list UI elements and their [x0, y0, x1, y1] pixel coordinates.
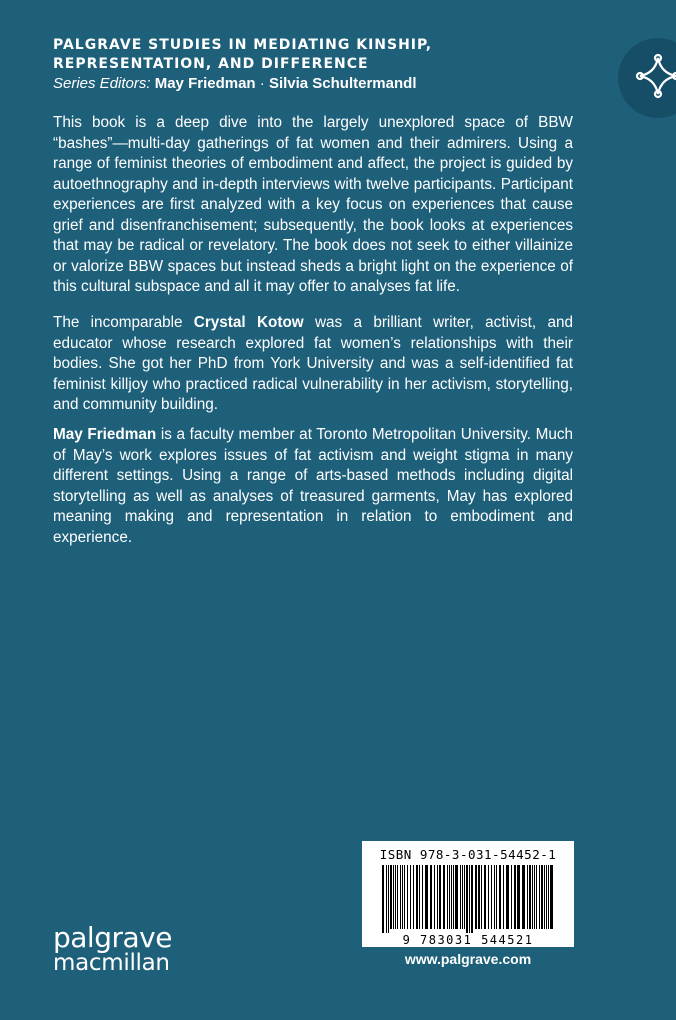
publisher-website: www.palgrave.com	[362, 947, 574, 971]
palgrave-star-icon	[634, 52, 676, 100]
series-editors-label: Series Editors:	[53, 75, 151, 92]
bio-2-text: is a faculty member at Toronto Metropolitan University. Much of May’s work explores issues of fat activism and weight stigma in many different settings. Using a range of arts-based methods including digital storytelling as well as analyses of treasured garments, May has explored meaning making and representation in relation to embodiment and experience.	[53, 426, 574, 546]
series-logo-badge	[618, 38, 676, 118]
series-editors	[53, 75, 613, 93]
isbn-label: ISBN 978-3-031-54452-1	[379, 847, 557, 862]
series-editor-2: Silvia Schultermandl	[268, 75, 417, 92]
author-name-may-friedman: May Friedman	[53, 426, 157, 443]
publisher-name-line-1: palgrave	[53, 921, 172, 954]
author-bio-crystal-kotow	[53, 313, 573, 416]
publisher-logo	[53, 921, 172, 976]
editor-separator: ·	[259, 75, 265, 92]
bio-1-text: was a brilliant writer, activist, and educator whose research explored fat women’s relationships with their bodies. She got her PhD from York University and was a self-identified fat feminist killjoy who practiced radical vulnerability in her activism, storytelling, and community building.	[53, 314, 573, 413]
bio-1-prefix: The incomparable	[53, 314, 194, 331]
book-description: This book is a deep dive into the largely unexplored space of BBW “bashes”—multi-day gatherings of fat women and their admirers. Using a range of feminist theories of embodiment and affect, the project is guided by autoethnography and in-depth interviews with twelve participants. Participant experiences are first analyzed with a key focus on experiences that cause grief and disenfranchisement; subsequently, the book looks at experiences that may be radical or revelatory. The book does not seek to either villainize or valorize BBW spaces but instead sheds a bright light on the experience of this cultural subspace and all it may offer to analyses fat life.	[53, 114, 573, 295]
author-bio-may-friedman	[53, 425, 573, 548]
author-name-crystal-kotow: Crystal Kotow	[193, 314, 304, 331]
series-title: PALGRAVE STUDIES IN MEDIATING KINSHIP, REPRESENTATION, AND DIFFERENCE	[53, 37, 433, 72]
publisher-name-line-2: macmillan	[53, 950, 170, 976]
barcode-bars	[380, 865, 556, 937]
series-editor-1: May Friedman	[154, 75, 256, 92]
barcode-digits: 9 783031 544521	[362, 933, 574, 947]
